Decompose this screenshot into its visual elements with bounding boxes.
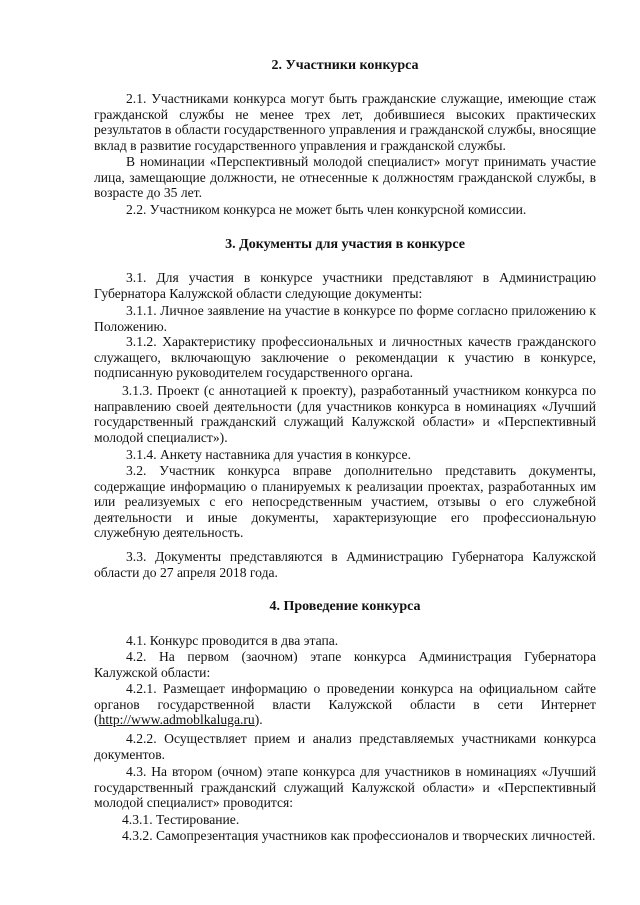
paragraph-3-1-1: 3.1.1. Личное заявление на участие в конкурсе по форме согласно приложению к Положению. xyxy=(94,303,596,334)
paragraph-2-1-nomination: В номинации «Перспективный молодой специалист» могут принимать участие лица, замещающие должности, не отнесенные к должностям гражданской службы, в возрасте до 35 лет. xyxy=(94,154,596,201)
paragraph-2-1: 2.1. Участниками конкурса могут быть гражданские служащие, имеющие стаж гражданской службы не менее трех лет, добившиеся высоких практических результатов в области государственного управления и гражданской службы, вносящие вклад в развитие государственного управления и гражданской службы. xyxy=(94,91,596,153)
section-4-title: 4. Проведение конкурса xyxy=(269,599,421,614)
paragraph-3-3: 3.3. Документы представляются в Администрацию Губернатора Калужской области до 27 апреля 2018 года. xyxy=(94,549,596,580)
paragraph-4-1: 4.1. Конкурс проводится в два этапа. xyxy=(126,633,339,648)
paragraph-2-2: 2.2. Участником конкурса не может быть член конкурсной комиссии. xyxy=(126,202,527,217)
paragraph-4-3-1: 4.3.1. Тестирование. xyxy=(122,812,240,827)
paragraph-4-2-2: 4.2.2. Осуществляет прием и анализ представляемых участниками конкурса документов. xyxy=(94,731,596,762)
section-3-title: 3. Документы для участия в конкурсе xyxy=(225,237,465,252)
paragraph-4-2-1-end: ). xyxy=(254,712,263,728)
section-2-title: 2. Участники конкурса xyxy=(271,58,419,73)
paragraph-3-1-2: 3.1.2. Характеристику профессиональных и личностных качеств гражданского служащего, включающую заключение о рекомендации к участию в конкурсе, подписанную руководителем государственного органа. xyxy=(94,334,596,381)
paragraph-3-1-3: 3.1.3. Проект (с аннотацией к проекту), разработанный участником конкурса по направлению своей деятельности (для участников конкурса в номинациях «Лучший государственный гражданский служащий Калужской области» и «Перспективный молодой специалист»). xyxy=(94,383,596,445)
paragraph-4-2-1-text: 4.2.1. Размещает информацию о проведении конкурса на официальном сайте органов государственной власти Калужской области в сети Интернет ( xyxy=(94,681,596,728)
paragraph-4-2-1 xyxy=(94,681,596,728)
paragraph-4-3-2: 4.3.2. Самопрезентация участников как профессионалов и творческих личностей. xyxy=(122,828,596,843)
paragraph-3-1: 3.1. Для участия в конкурсе участники представляют в Администрацию Губернатора Калужской области следующие документы: xyxy=(94,270,596,301)
paragraph-3-1-4: 3.1.4. Анкету наставника для участия в конкурсе. xyxy=(126,447,411,462)
paragraph-4-3: 4.3. На втором (очном) этапе конкурса для участников в номинациях «Лучший государственный гражданский служащий Калужской области» и «Перспективный молодой специалист» проводится: xyxy=(94,764,596,811)
admoblkaluga-link[interactable]: http://www.admoblkaluga.ru xyxy=(98,712,255,728)
paragraph-4-2: 4.2. На первом (заочном) этапе конкурса Администрация Губернатора Калужской области: xyxy=(94,649,596,680)
paragraph-3-2: 3.2. Участник конкурса вправе дополнительно представить документы, содержащие информацию о планируемых к реализации проектах, разработанных им или реализуемых с его непосредственным участием, отзывы о его служебной деятельности и иные документы, характеризующие его профессиональную служебную деятельность. xyxy=(94,463,596,541)
